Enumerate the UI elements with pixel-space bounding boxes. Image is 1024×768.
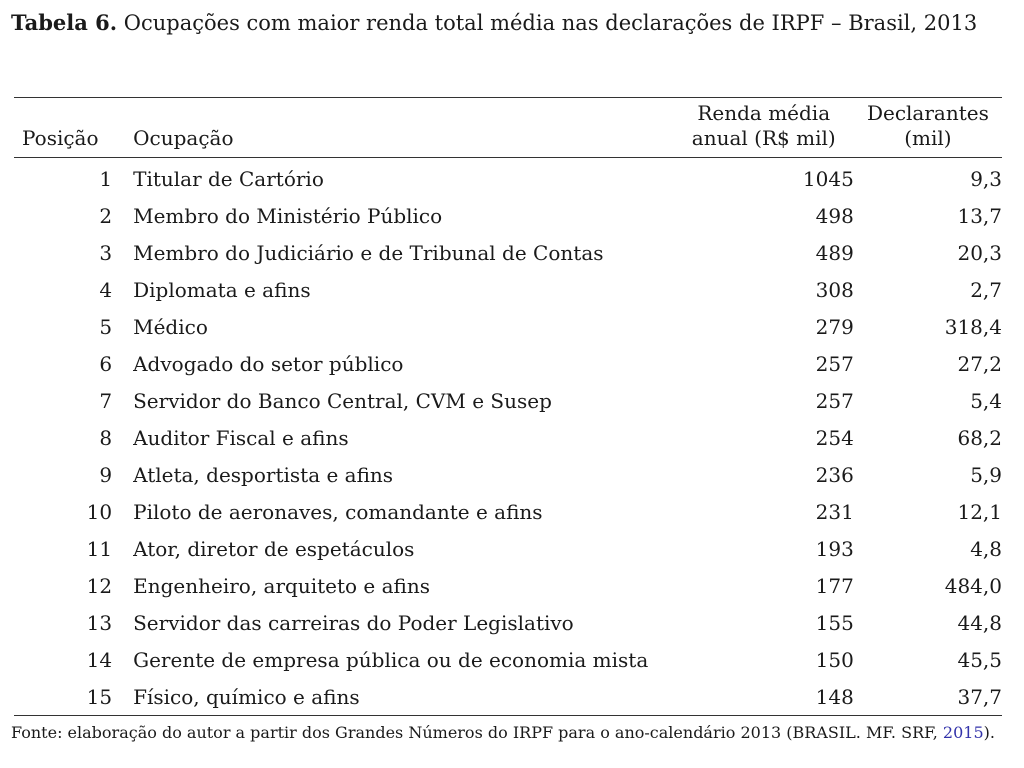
row-occupation: Engenheiro, arquiteto e afins bbox=[133, 573, 431, 598]
row-declarants: 12,1 bbox=[957, 499, 1002, 524]
row-declarants: 5,4 bbox=[970, 388, 1002, 413]
table-header-row bbox=[14, 98, 1002, 158]
row-occupation: Membro do Ministério Público bbox=[133, 203, 443, 228]
row-occupation: Advogado do setor público bbox=[133, 351, 404, 376]
table-row bbox=[14, 197, 1002, 234]
row-position: 14 bbox=[86, 647, 113, 672]
row-declarants: 9,3 bbox=[970, 166, 1002, 191]
row-income: 257 bbox=[815, 388, 854, 413]
row-occupation: Físico, químico e afins bbox=[133, 684, 360, 709]
row-income: 498 bbox=[815, 203, 854, 228]
table-row bbox=[14, 345, 1002, 382]
row-position: 5 bbox=[99, 314, 113, 339]
data-table bbox=[14, 97, 1002, 716]
row-occupation: Médico bbox=[133, 314, 208, 339]
row-declarants: 27,2 bbox=[957, 351, 1002, 376]
row-occupation: Servidor das carreiras do Poder Legislativo bbox=[133, 610, 574, 635]
table-row bbox=[14, 234, 1002, 271]
row-income: 231 bbox=[815, 499, 854, 524]
table-row bbox=[14, 678, 1002, 716]
row-income: 489 bbox=[815, 240, 854, 265]
table-row bbox=[14, 493, 1002, 530]
row-declarants: 318,4 bbox=[944, 314, 1002, 339]
row-income: 308 bbox=[815, 277, 854, 302]
row-declarants: 484,0 bbox=[944, 573, 1002, 598]
row-occupation: Gerente de empresa pública ou de economia mista bbox=[133, 647, 649, 672]
row-income: 150 bbox=[815, 647, 854, 672]
row-position: 9 bbox=[99, 462, 113, 487]
caption-label: Tabela 6. bbox=[11, 10, 118, 35]
table-row bbox=[14, 604, 1002, 641]
row-position: 15 bbox=[86, 684, 113, 709]
row-declarants: 37,7 bbox=[957, 684, 1002, 709]
table-row bbox=[14, 158, 1002, 198]
row-income: 279 bbox=[815, 314, 854, 339]
table-row bbox=[14, 456, 1002, 493]
row-occupation: Titular de Cartório bbox=[133, 166, 324, 191]
row-income: 236 bbox=[815, 462, 854, 487]
row-position: 2 bbox=[99, 203, 113, 228]
table-row bbox=[14, 530, 1002, 567]
row-declarants: 2,7 bbox=[970, 277, 1002, 302]
row-occupation: Membro do Judiciário e de Tribunal de Contas bbox=[133, 240, 604, 265]
row-position: 8 bbox=[99, 425, 113, 450]
row-occupation: Diplomata e afins bbox=[133, 277, 311, 302]
row-occupation: Ator, diretor de espetáculos bbox=[133, 536, 415, 561]
source-citation-link[interactable]: 2015 bbox=[942, 723, 984, 742]
row-income: 193 bbox=[815, 536, 854, 561]
source-note bbox=[11, 722, 1015, 744]
row-declarants: 4,8 bbox=[970, 536, 1002, 561]
table-caption bbox=[11, 8, 1015, 38]
table-body bbox=[14, 158, 1002, 716]
table-row bbox=[14, 382, 1002, 419]
table-row bbox=[14, 419, 1002, 456]
row-declarants: 68,2 bbox=[957, 425, 1002, 450]
row-declarants: 44,8 bbox=[957, 610, 1002, 635]
row-occupation: Servidor do Banco Central, CVM e Susep bbox=[133, 388, 552, 413]
row-occupation: Auditor Fiscal e afins bbox=[133, 425, 349, 450]
source-text: Fonte: elaboração do autor a partir dos Grandes Números do IRPF para o ano-calendário 2013 (BRASIL. MF. SRF, bbox=[11, 723, 938, 742]
row-position: 11 bbox=[86, 536, 113, 561]
row-income: 177 bbox=[815, 573, 854, 598]
header-occupation: Ocupação bbox=[133, 126, 234, 150]
row-income: 148 bbox=[815, 684, 854, 709]
row-position: 6 bbox=[99, 351, 113, 376]
row-position: 10 bbox=[86, 499, 113, 524]
source-tail: ). bbox=[983, 723, 995, 742]
row-occupation: Piloto de aeronaves, comandante e afins bbox=[133, 499, 543, 524]
row-occupation: Atleta, desportista e afins bbox=[133, 462, 394, 487]
row-income: 1045 bbox=[802, 166, 854, 191]
row-declarants: 20,3 bbox=[957, 240, 1002, 265]
row-position: 12 bbox=[86, 573, 113, 598]
row-position: 4 bbox=[99, 277, 113, 302]
header-position: Posição bbox=[22, 126, 99, 150]
header-income: Renda média anual (R$ mil) bbox=[691, 101, 836, 150]
row-position: 3 bbox=[99, 240, 113, 265]
row-declarants: 5,9 bbox=[970, 462, 1002, 487]
table-row bbox=[14, 308, 1002, 345]
row-declarants: 45,5 bbox=[957, 647, 1002, 672]
row-income: 257 bbox=[815, 351, 854, 376]
row-income: 155 bbox=[815, 610, 854, 635]
row-position: 7 bbox=[99, 388, 113, 413]
row-position: 1 bbox=[99, 166, 113, 191]
table-row bbox=[14, 641, 1002, 678]
row-position: 13 bbox=[86, 610, 113, 635]
row-income: 254 bbox=[815, 425, 854, 450]
table-row bbox=[14, 567, 1002, 604]
header-declarants: Declarantes (mil) bbox=[866, 101, 989, 150]
row-declarants: 13,7 bbox=[957, 203, 1002, 228]
caption-text: Ocupações com maior renda total média nas declarações de IRPF – Brasil, 2013 bbox=[123, 11, 978, 35]
table-row bbox=[14, 271, 1002, 308]
